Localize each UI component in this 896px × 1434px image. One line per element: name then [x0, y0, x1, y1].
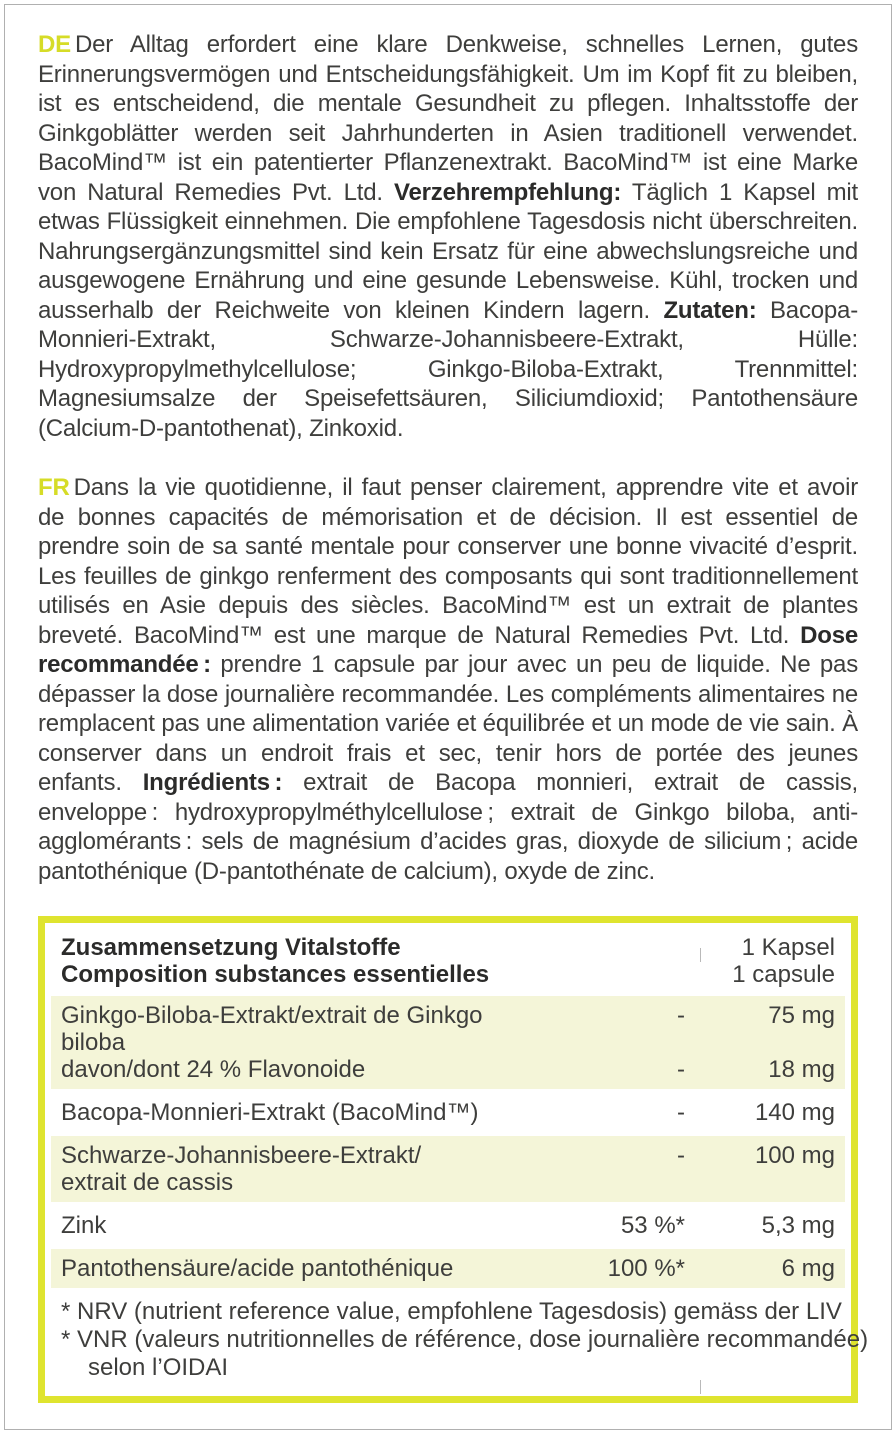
cell-name: Bacopa-Monnieri-Extrakt (BacoMind™) [61, 1099, 479, 1126]
table-row [51, 1249, 845, 1288]
table-row-line [61, 1169, 835, 1196]
cell-nrv [545, 1169, 685, 1196]
cell-name: Ginkgo-Biloba-Extrakt/extrait de Ginkgo biloba [61, 1002, 483, 1056]
table-row-line [61, 1056, 835, 1083]
footnote-line: * NRV (nutrient reference value, empfohlene Tagesdosis) gemäss der LIV [61, 1298, 842, 1325]
bold-label: Verzehrempfehlung: [394, 178, 622, 206]
table-title-fr: Composition substances essentielles [61, 961, 490, 988]
cell-amount: 5,3 mg [761, 1212, 835, 1239]
cell-nrv: 53 %* [620, 1212, 685, 1239]
bold-label: Dose recommandée : [38, 621, 858, 678]
body-text: Täglich 1 Kapsel mit etwas Flüssigkeit einnehmen. Die empfohlene Tagesdosis nicht überschreiten. Nahrungsergänzungsmittel sind kein Ersatz für eine abwechslungsreiche und ausgewogene Ernährung und eine gesunde Lebensweise. Kühl, trocken und ausserhalb der Reichweite von kleinen Kindern lagern. [38, 178, 858, 324]
cell-nrv: - [677, 1056, 685, 1083]
body-text: Dans la vie quotidienne, il faut penser clairement, apprendre vite et avoir de bonnes capacités de mémorisation et de décision. Il est essentiel de prendre soin de sa santé mentale pour conserver une bonne vivacité d’esprit. Les feuilles de ginkgo renferment des composants qui sont traditionnellement utilisés en Asie depuis des siècles. BacoMind™ est un extrait de plantes breveté. BacoMind™ est une marque de Natural Remedies Pvt. Ltd. [38, 474, 858, 649]
bold-label: Ingrédients : [142, 769, 283, 796]
table-title [61, 934, 489, 988]
table-row [51, 1136, 845, 1202]
paragraph-french [38, 473, 858, 886]
cell-nrv: - [677, 1099, 685, 1126]
body-text: Bacopa-Monnieri-Extrakt, Schwarze-Johannisbeere-Extrakt, Hülle: Hydroxypropylmethylcellulose; Ginkgo-Biloba-Extrakt, Trennmittel: Magnesiumsalze der Speisefettsäuren, Siliciumdioxid; Pantothensäure (Calcium-D-pantothenat), Zinkoxid. [38, 296, 858, 442]
cell-amount [685, 1169, 835, 1196]
cell-nrv: 100 %* [607, 1255, 685, 1282]
table-row [51, 996, 845, 1089]
cell-name: Schwarze-Johannisbeere-Extrakt/ [61, 1142, 422, 1169]
table-row-line [61, 1142, 835, 1169]
serving-size [732, 934, 835, 988]
language-tag: DE [38, 31, 71, 58]
cell-name: davon/dont 24 % Flavonoide [61, 1056, 366, 1083]
serving-size-fr: 1 capsule [732, 961, 835, 988]
table-header [51, 929, 845, 996]
cell-nrv: - [677, 1142, 685, 1169]
cell-amount: 100 mg [754, 1142, 835, 1169]
serving-size-de: 1 Kapsel [741, 934, 835, 961]
cell-amount: 6 mg [781, 1255, 835, 1282]
body-text: Der Alltag erfordert eine klare Denkweise, schnelles Lernen, gutes Erinnerungsvermögen und Entscheidungsfähigkeit. Um im Kopf fit zu bleiben, ist es entscheidend, die mentale Gesundheit zu pflegen. Inhaltsstoffe der Ginkgoblätter werden seit Jahrhunderten in Asien traditionell verwendet. BacoMind™ ist ein patentierter Pflanzenextrakt. BacoMind™ ist eine Marke von Natural Remedies Pvt. Ltd. [38, 31, 858, 206]
cell-name: Pantothensäure/acide pantothénique [61, 1255, 454, 1282]
body-text: extrait de Bacopa monnieri, extrait de cassis, enveloppe : hydroxypropylméthylcellulose ; extrait de Ginkgo biloba, anti-agglomérants : sels de magnésium d’acides gras, dioxyde de silicium ; acide pantothénique (D-pantothénate de calcium), oxyde de zinc. [38, 769, 858, 885]
cell-nrv: - [677, 1002, 685, 1029]
table-row-line [61, 1099, 835, 1126]
table-rows [51, 996, 845, 1288]
cell-name: extrait de cassis [61, 1169, 234, 1196]
cell-amount: 75 mg [768, 1002, 835, 1029]
footnote-line: selon l’OIDAI [88, 1354, 229, 1381]
nutrition-table [38, 916, 869, 1403]
cell-amount: 140 mg [754, 1099, 835, 1126]
table-row-line [61, 1255, 835, 1282]
language-tag: FR [38, 474, 70, 501]
table-row-line [61, 1002, 835, 1056]
body-text: prendre 1 capsule par jour avec un peu de liquide. Ne pas dépasser la dose journalière recommandée. Les compléments alimentaires ne remplacent pas une alimentation variée et équilibrée et un mode de vie sain. À conserver dans un endroit frais et sec, tenir hors de portée des jeunes enfants. [38, 651, 858, 796]
paragraph-german [38, 30, 858, 443]
table-footnotes [51, 1292, 869, 1390]
table-row-line [61, 1212, 835, 1239]
table-row [51, 1093, 845, 1132]
table-row [51, 1206, 845, 1245]
cell-name: Zink [61, 1212, 107, 1239]
footnote-line: * VNR (valeurs nutritionnelles de référence, dose journalière recommandée) [61, 1326, 869, 1353]
table-title-de: Zusammensetzung Vitalstoffe [61, 934, 401, 961]
bold-label: Zutaten: [663, 296, 757, 324]
crop-mark-bottom [700, 1380, 701, 1394]
crop-mark-top [700, 948, 701, 962]
cell-amount: 18 mg [768, 1056, 835, 1083]
